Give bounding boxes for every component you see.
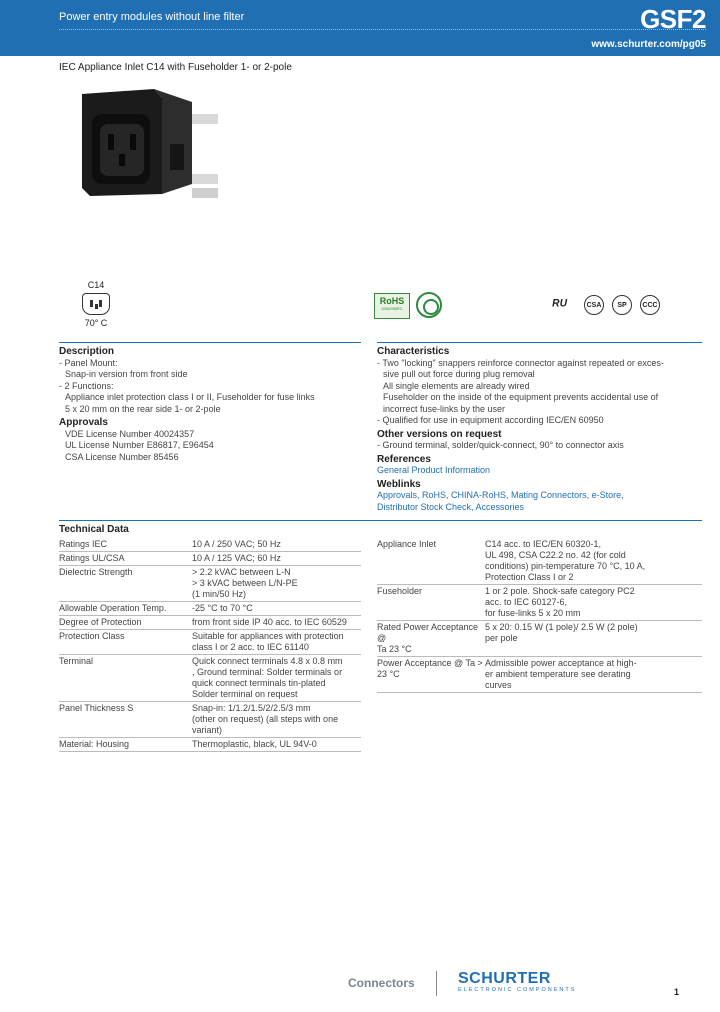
left-column	[59, 344, 359, 463]
spec-label: Appliance Inlet	[377, 538, 485, 585]
header-url-link[interactable]: www.schurter.com/pg05	[591, 39, 706, 50]
characteristic-line: - Qualified for use in equipment according IEC/EN 60950	[377, 415, 604, 425]
characteristic-line: sive pull out force during plug removal	[383, 369, 535, 379]
technical-table-left	[59, 538, 361, 752]
characteristic-line: - Two "locking" snappers reinforce connector against repeated or exces-	[377, 357, 664, 368]
rohs-label: RoHS	[379, 296, 405, 306]
table-row	[59, 738, 361, 752]
description-line: - Panel Mount:	[59, 357, 118, 368]
spec-value: -25 °C to 70 °C	[192, 602, 361, 616]
spec-label: Dielectric Strength	[59, 566, 192, 602]
c14-inlet-icon	[82, 293, 110, 315]
spec-label: Degree of Protection	[59, 616, 192, 630]
spec-label: Panel Thickness S	[59, 702, 192, 738]
ul-recognized-icon: ᴿᵁ	[551, 296, 567, 314]
product-code: GSF2	[640, 4, 706, 34]
spec-value: 5 x 20: 0.15 W (1 pole)/ 2.5 W (2 pole) per pole	[485, 621, 702, 657]
table-row	[59, 702, 361, 738]
general-product-info-link[interactable]: General Product Information	[377, 465, 491, 475]
description-line: 5 x 20 mm on the rear side 1- or 2-pole	[65, 403, 221, 414]
spec-value: Suitable for appliances with protection class I or 2 acc. to IEC 61140	[192, 630, 361, 655]
table-row	[59, 655, 361, 702]
spec-value: Admissible power acceptance at high- er ambient temperature see derating curves	[485, 657, 702, 693]
category-title: Power entry modules without line filter	[59, 11, 245, 23]
spec-value: 1 or 2 pole. Shock-safe category PC2 acc. to IEC 60127-6, for fuse-links 5 x 20 mm	[485, 585, 702, 621]
csa-icon: CSA	[584, 295, 604, 315]
technical-divider	[59, 520, 702, 521]
description-heading: Description	[59, 346, 115, 357]
weblinks-heading: Weblinks	[377, 478, 421, 490]
ccc-icon: CCC	[640, 295, 660, 315]
weblinks-link[interactable]: Approvals, RoHS, CHINA-RoHS, Mating Connectors, e-Store,	[377, 490, 624, 500]
spec-value: Snap-in: 1/1.2/1.5/2/2.5/3 mm (other on request) (all steps with one variant)	[192, 702, 361, 738]
spec-value: Quick connect terminals 4.8 x 0.8 mm , Ground terminal: Solder terminals or quick connect terminals tin-plated Solder terminal on request	[192, 655, 361, 702]
spec-label: Terminal	[59, 655, 192, 702]
table-row	[377, 621, 702, 657]
logo-name: SCHURTER	[458, 970, 551, 987]
rohs-badge	[374, 293, 410, 319]
characteristic-line: All single elements are already wired	[383, 380, 530, 391]
spec-value: > 2.2 kVAC between L-N > 3 kVAC between L/N-PE (1 min/50 Hz)	[192, 566, 361, 602]
table-row	[59, 602, 361, 616]
vde-icon: SP	[612, 295, 632, 315]
right-column	[377, 344, 702, 513]
schurter-logo	[458, 970, 576, 993]
approvals-heading: Approvals	[59, 417, 108, 428]
approval-line: CSA License Number 85456	[65, 451, 179, 462]
technical-data-heading: Technical Data	[59, 524, 129, 535]
spec-label: Material: Housing	[59, 738, 192, 752]
description-line: - 2 Functions:	[59, 380, 114, 391]
footer-divider	[436, 971, 437, 996]
footer-connectors: Connectors	[348, 976, 415, 990]
spec-label: Rated Power Acceptance @ Ta 23 °C	[377, 621, 485, 657]
description-line: Appliance inlet protection class I or II, Fuseholder for fuse links	[65, 392, 315, 402]
certification-marks	[542, 294, 660, 316]
product-image	[74, 84, 224, 204]
other-version-line: - Ground terminal, solder/quick-connect, 90° to connector axis	[377, 440, 624, 450]
c14-label: C14	[87, 280, 105, 290]
china-rohs-icon	[416, 292, 442, 318]
divider-right	[377, 342, 702, 343]
spec-label: Ratings UL/CSA	[59, 552, 192, 566]
description-line: Snap-in version from front side	[65, 369, 188, 379]
spec-label: Allowable Operation Temp.	[59, 602, 192, 616]
c14-inlet-symbol	[76, 280, 116, 328]
spec-label: Ratings IEC	[59, 538, 192, 552]
table-row	[377, 538, 702, 585]
spec-value: from front side IP 40 acc. to IEC 60529	[192, 616, 361, 630]
page-number: 1	[674, 987, 680, 997]
divider-left	[59, 342, 361, 343]
table-row	[377, 585, 702, 621]
other-versions-heading: Other versions on request	[377, 428, 502, 440]
approval-line: UL License Number E86817, E96454	[65, 440, 214, 450]
spec-value: 10 A / 125 VAC; 60 Hz	[192, 552, 361, 566]
spec-label: Protection Class	[59, 630, 192, 655]
characteristic-line: Fuseholder on the inside of the equipment prevents accidental use of	[383, 392, 659, 402]
table-row	[59, 616, 361, 630]
spec-label: Fuseholder	[377, 585, 485, 621]
product-subtitle: IEC Appliance Inlet C14 with Fuseholder 1- or 2-pole	[59, 62, 292, 73]
table-row	[59, 552, 361, 566]
rohs-sub-label: 2002/95/EC	[381, 306, 403, 311]
table-row	[59, 566, 361, 602]
technical-table-right	[377, 538, 702, 693]
header-bar	[0, 0, 720, 56]
table-row	[377, 657, 702, 693]
references-heading: References	[377, 453, 431, 465]
spec-value: 10 A / 250 VAC; 50 Hz	[192, 538, 361, 552]
logo-sub: ELECTRONIC COMPONENTS	[458, 987, 577, 993]
spec-value: C14 acc. to IEC/EN 60320-1, UL 498, CSA C22.2 no. 42 (for cold conditions) pin-temperature 70 °C, 10 A, Protection Class I or 2	[485, 538, 702, 585]
header-divider	[59, 29, 706, 30]
weblinks-link[interactable]: Distributor Stock Check, Accessories	[377, 501, 525, 512]
table-row	[59, 630, 361, 655]
spec-value: Thermoplastic, black, UL 94V-0	[192, 738, 361, 752]
characteristic-line: incorrect fuse-links by the user	[383, 403, 506, 414]
c14-temp: 70° C	[84, 318, 108, 328]
characteristics-heading: Characteristics	[377, 346, 450, 357]
table-row	[59, 538, 361, 552]
spec-label: Power Acceptance @ Ta > 23 °C	[377, 657, 485, 693]
approval-line: VDE License Number 40024357	[65, 428, 195, 439]
